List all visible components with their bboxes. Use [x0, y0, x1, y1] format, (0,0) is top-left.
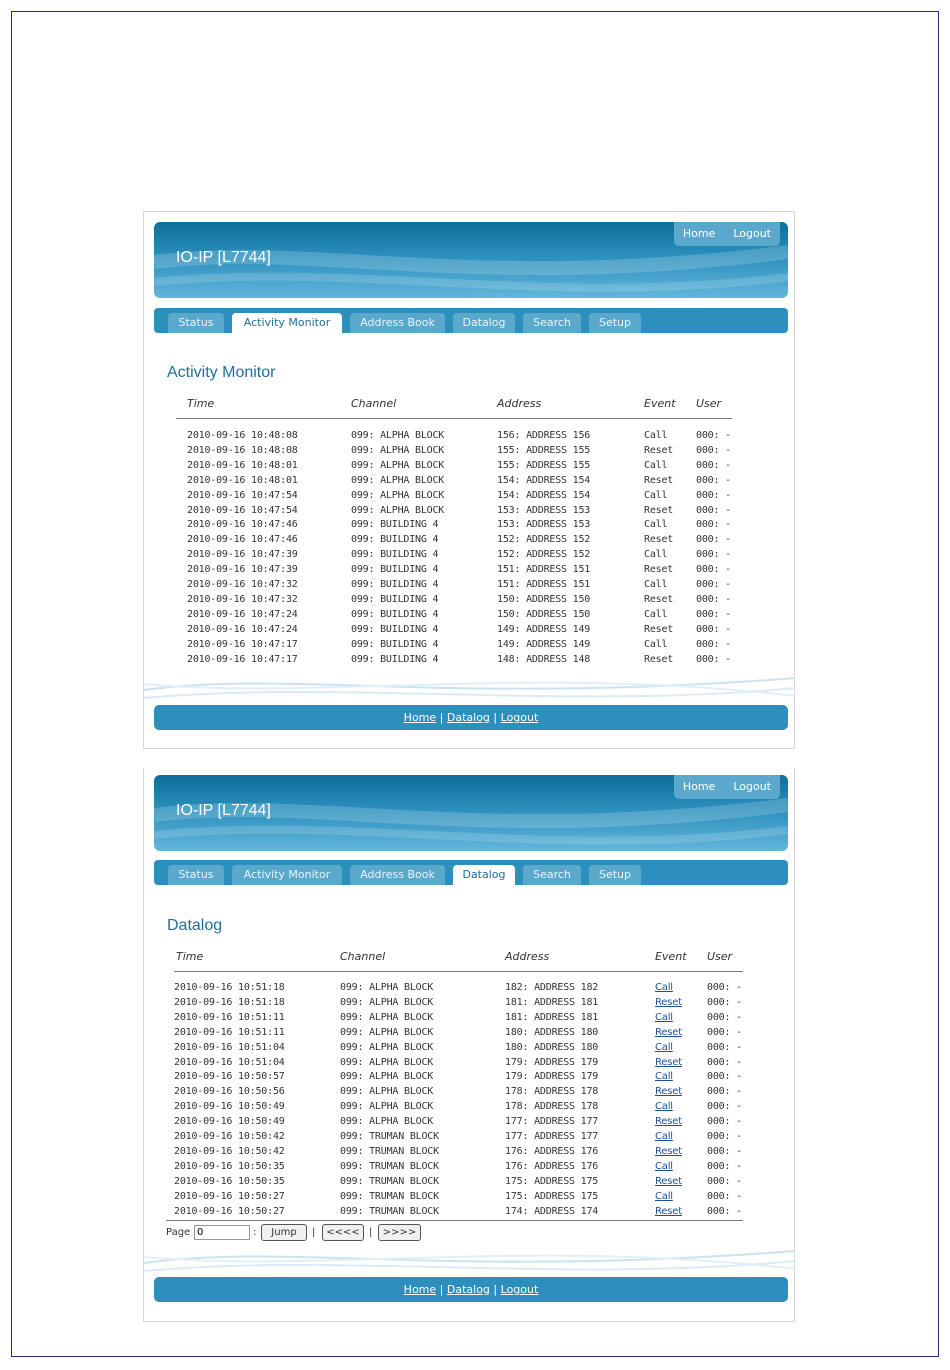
row-time: 2010-09-16 10:47:39	[187, 564, 298, 576]
row-address: 152: ADDRESS 152	[497, 534, 591, 546]
row-event: Reset	[644, 444, 674, 456]
col-user: User	[696, 397, 722, 410]
row-time: 2010-09-16 10:50:42	[174, 1145, 285, 1157]
footer-link-home[interactable]: Home	[403, 711, 437, 724]
row-address: 153: ADDRESS 153	[497, 504, 591, 516]
footer-separator: |	[439, 1283, 444, 1296]
tab-bar	[154, 308, 788, 333]
row-time: 2010-09-16 10:47:17	[187, 638, 298, 650]
row-channel: 099: TRUMAN BLOCK	[340, 1145, 439, 1157]
footer-link-datalog[interactable]: Datalog	[446, 711, 490, 724]
prev-page-button[interactable]: <<<<	[322, 1224, 364, 1241]
row-time: 2010-09-16 10:50:35	[174, 1175, 285, 1187]
row-time: 2010-09-16 10:51:18	[174, 996, 285, 1008]
row-user: 000: -	[696, 504, 731, 516]
row-channel: 099: TRUMAN BLOCK	[340, 1190, 439, 1202]
row-event[interactable]: Reset	[655, 1205, 682, 1217]
row-channel: 099: TRUMAN BLOCK	[340, 1175, 439, 1187]
row-user: 000: -	[707, 1041, 742, 1053]
col-address: Address	[505, 950, 550, 963]
row-address: 176: ADDRESS 176	[505, 1145, 599, 1157]
row-channel: 099: ALPHA BLOCK	[351, 444, 445, 456]
row-channel: 099: ALPHA BLOCK	[340, 1101, 434, 1113]
row-channel: 099: ALPHA BLOCK	[351, 459, 445, 471]
col-channel: Channel	[340, 950, 386, 963]
row-time: 2010-09-16 10:50:27	[174, 1190, 285, 1202]
datalog-screenshot	[143, 768, 795, 1322]
col-time: Time	[187, 397, 215, 410]
tab-status[interactable]: Status	[168, 865, 224, 885]
tab-search[interactable]: Search	[523, 865, 581, 885]
row-user: 000: -	[696, 608, 731, 620]
row-event: Reset	[644, 564, 674, 576]
row-time: 2010-09-16 10:50:42	[174, 1131, 285, 1142]
top-link-home[interactable]: Home	[682, 227, 716, 240]
tab-setup[interactable]: Setup	[589, 865, 641, 885]
row-event: Call	[644, 459, 668, 471]
row-event[interactable]: Reset	[655, 1086, 682, 1098]
row-address: 180: ADDRESS 180	[505, 1026, 599, 1038]
col-event: Event	[644, 397, 676, 410]
row-time: 2010-09-16 10:47:32	[187, 579, 298, 590]
row-channel: 099: BUILDING 4	[351, 653, 439, 665]
row-user: 000: -	[707, 1011, 742, 1023]
row-address: 152: ADDRESS 152	[497, 549, 591, 561]
row-event[interactable]: Reset	[655, 1175, 682, 1187]
row-user: 000: -	[696, 623, 731, 635]
row-event[interactable]: Call	[655, 1160, 673, 1172]
tab-datalog[interactable]: Datalog	[453, 865, 515, 885]
row-address: 149: ADDRESS 149	[497, 623, 591, 635]
tab-address-book[interactable]: Address Book	[350, 313, 445, 333]
col-address: Address	[497, 397, 542, 410]
row-address: 151: ADDRESS 151	[497, 564, 591, 576]
row-user: 000: -	[696, 593, 731, 605]
row-channel: 099: ALPHA BLOCK	[340, 1116, 434, 1128]
row-user: 000: -	[707, 996, 742, 1008]
row-event[interactable]: Call	[655, 1131, 673, 1142]
row-address: 178: ADDRESS 178	[505, 1101, 599, 1113]
row-time: 2010-09-16 10:47:32	[187, 593, 298, 605]
row-channel: 099: BUILDING 4	[351, 623, 439, 635]
row-user: 000: -	[696, 430, 731, 441]
footer-separator: |	[493, 711, 498, 724]
row-event[interactable]: Call	[655, 982, 673, 993]
activity-monitor-screenshot	[143, 211, 795, 749]
row-user: 000: -	[707, 1160, 742, 1172]
row-time: 2010-09-16 10:51:11	[174, 1011, 285, 1023]
pager-separator: |	[312, 1227, 316, 1238]
row-channel: 099: BUILDING 4	[351, 564, 439, 576]
row-event[interactable]: Reset	[655, 1026, 682, 1038]
row-channel: 099: ALPHA BLOCK	[351, 489, 445, 501]
row-event: Reset	[644, 474, 674, 486]
row-address: 177: ADDRESS 177	[505, 1116, 599, 1128]
footer-link-home[interactable]: Home	[403, 1283, 437, 1296]
row-channel: 099: ALPHA BLOCK	[340, 1071, 434, 1083]
header-rule	[176, 418, 732, 419]
row-event[interactable]: Call	[655, 1011, 673, 1023]
row-time: 2010-09-16 10:48:08	[187, 430, 298, 441]
row-channel: 099: BUILDING 4	[351, 534, 439, 546]
col-time: Time	[176, 950, 204, 963]
row-event: Call	[644, 519, 668, 531]
tab-datalog[interactable]: Datalog	[453, 313, 515, 333]
row-user: 000: -	[707, 1056, 742, 1068]
footer-separator: |	[493, 1283, 498, 1296]
top-link-home[interactable]: Home	[682, 780, 716, 793]
col-channel: Channel	[351, 397, 397, 410]
row-event: Call	[644, 579, 668, 590]
row-channel: 099: ALPHA BLOCK	[351, 504, 445, 516]
row-time: 2010-09-16 10:48:01	[187, 459, 298, 471]
row-channel: 099: ALPHA BLOCK	[340, 1056, 434, 1068]
row-user: 000: -	[707, 1101, 742, 1113]
row-time: 2010-09-16 10:51:04	[174, 1056, 285, 1068]
row-user: 000: -	[707, 982, 742, 993]
row-user: 000: -	[696, 459, 731, 471]
page-title: Activity Monitor	[167, 364, 276, 381]
table-bottom-rule	[166, 1220, 743, 1221]
row-user: 000: -	[707, 1145, 742, 1157]
row-event: Call	[644, 549, 668, 561]
row-time: 2010-09-16 10:51:11	[174, 1026, 285, 1038]
row-user: 000: -	[696, 564, 731, 576]
row-event[interactable]: Call	[655, 1190, 673, 1202]
row-channel: 099: BUILDING 4	[351, 519, 439, 531]
row-address: 180: ADDRESS 180	[505, 1041, 599, 1053]
row-address: 181: ADDRESS 181	[505, 1011, 599, 1023]
row-user: 000: -	[707, 1026, 742, 1038]
row-event: Call	[644, 638, 668, 650]
row-address: 150: ADDRESS 150	[497, 608, 591, 620]
row-user: 000: -	[696, 474, 731, 486]
row-channel: 099: BUILDING 4	[351, 608, 439, 620]
row-time: 2010-09-16 10:50:49	[174, 1116, 285, 1128]
row-user: 000: -	[696, 534, 731, 546]
row-time: 2010-09-16 10:47:54	[187, 489, 298, 501]
footer-waves	[144, 1233, 795, 1283]
row-user: 000: -	[696, 444, 731, 456]
row-time: 2010-09-16 10:50:56	[174, 1086, 285, 1098]
footer-separator: |	[439, 711, 444, 724]
row-channel: 099: BUILDING 4	[351, 579, 439, 590]
row-address: 153: ADDRESS 153	[497, 519, 591, 531]
row-time: 2010-09-16 10:50:27	[174, 1205, 285, 1217]
row-user: 000: -	[696, 653, 731, 665]
app-title: IO-IP [L7744]	[176, 249, 271, 266]
row-event[interactable]: Reset	[655, 1056, 682, 1068]
row-address: 151: ADDRESS 151	[497, 579, 591, 590]
row-user: 000: -	[696, 549, 731, 561]
tab-setup[interactable]: Setup	[589, 313, 641, 333]
row-time: 2010-09-16 10:47:17	[187, 653, 298, 665]
row-address: 179: ADDRESS 179	[505, 1056, 599, 1068]
row-address: 149: ADDRESS 149	[497, 638, 591, 650]
row-channel: 099: ALPHA BLOCK	[340, 996, 434, 1008]
row-channel: 099: BUILDING 4	[351, 638, 439, 650]
tab-search[interactable]: Search	[523, 313, 581, 333]
app-title: IO-IP [L7744]	[176, 802, 271, 819]
row-time: 2010-09-16 10:47:39	[187, 549, 298, 561]
row-address: 155: ADDRESS 155	[497, 444, 591, 456]
footer-bar	[154, 705, 788, 730]
row-time: 2010-09-16 10:48:08	[187, 444, 298, 456]
row-address: 182: ADDRESS 182	[505, 982, 599, 993]
row-time: 2010-09-16 10:48:01	[187, 474, 298, 486]
row-address: 176: ADDRESS 176	[505, 1160, 599, 1172]
row-event[interactable]: Reset	[655, 996, 682, 1008]
top-link-logout[interactable]: Logout	[733, 780, 771, 793]
row-user: 000: -	[707, 1175, 742, 1187]
col-event: Event	[655, 950, 687, 963]
row-user: 000: -	[707, 1116, 742, 1128]
row-address: 175: ADDRESS 175	[505, 1175, 599, 1187]
row-event: Call	[644, 489, 668, 501]
row-address: 178: ADDRESS 178	[505, 1086, 599, 1098]
row-user: 000: -	[707, 1205, 742, 1217]
row-channel: 099: ALPHA BLOCK	[340, 982, 434, 993]
row-time: 2010-09-16 10:47:54	[187, 504, 298, 516]
row-event[interactable]: Reset	[655, 1116, 682, 1128]
row-time: 2010-09-16 10:47:24	[187, 608, 298, 620]
header-rule	[174, 971, 743, 972]
row-event: Reset	[644, 504, 674, 516]
top-links	[674, 775, 780, 799]
top-link-logout[interactable]: Logout	[733, 227, 771, 240]
row-address: 154: ADDRESS 154	[497, 489, 591, 501]
header-banner	[154, 222, 788, 298]
row-address: 154: ADDRESS 154	[497, 474, 591, 486]
row-address: 179: ADDRESS 179	[505, 1071, 599, 1083]
footer-link-datalog[interactable]: Datalog	[446, 1283, 490, 1296]
tab-bar	[154, 860, 788, 885]
row-time: 2010-09-16 10:47:46	[187, 534, 298, 546]
footer-link-logout[interactable]: Logout	[500, 1283, 539, 1296]
row-channel: 099: TRUMAN BLOCK	[340, 1205, 439, 1217]
next-page-button[interactable]: >>>>	[378, 1224, 421, 1241]
row-event: Reset	[644, 653, 674, 665]
page-label: Page	[166, 1227, 191, 1238]
row-event: Reset	[644, 623, 674, 635]
row-channel: 099: ALPHA BLOCK	[340, 1086, 434, 1098]
row-user: 000: -	[696, 579, 731, 590]
tab-status[interactable]: Status	[168, 313, 224, 333]
row-time: 2010-09-16 10:47:24	[187, 623, 298, 635]
page-title: Datalog	[167, 917, 223, 934]
row-user: 000: -	[696, 519, 731, 531]
row-event: Reset	[644, 593, 674, 605]
tab-activity-monitor[interactable]: Activity Monitor	[232, 313, 342, 333]
footer-link-logout[interactable]: Logout	[500, 711, 539, 724]
row-user: 000: -	[696, 489, 731, 501]
row-event: Call	[644, 608, 668, 620]
row-address: 150: ADDRESS 150	[497, 593, 591, 605]
row-address: 148: ADDRESS 148	[497, 653, 591, 665]
row-channel: 099: ALPHA BLOCK	[351, 474, 445, 486]
row-channel: 099: TRUMAN BLOCK	[340, 1160, 439, 1172]
row-event[interactable]: Call	[655, 1101, 673, 1113]
row-channel: 099: TRUMAN BLOCK	[340, 1131, 439, 1142]
footer-waves	[144, 660, 795, 710]
row-event: Reset	[644, 534, 674, 546]
row-address: 174: ADDRESS 174	[505, 1205, 599, 1217]
row-time: 2010-09-16 10:50:35	[174, 1160, 285, 1172]
row-time: 2010-09-16 10:51:18	[174, 982, 285, 993]
top-links	[674, 222, 780, 246]
row-user: 000: -	[696, 638, 731, 650]
tab-address-book[interactable]: Address Book	[350, 865, 445, 885]
row-channel: 099: ALPHA BLOCK	[351, 430, 445, 441]
tab-activity-monitor[interactable]: Activity Monitor	[232, 865, 342, 885]
row-channel: 099: BUILDING 4	[351, 549, 439, 561]
row-channel: 099: BUILDING 4	[351, 593, 439, 605]
jump-button[interactable]: Jump	[261, 1224, 307, 1241]
pager-separator: |	[369, 1227, 373, 1238]
row-user: 000: -	[707, 1086, 742, 1098]
row-address: 177: ADDRESS 177	[505, 1131, 599, 1142]
row-event[interactable]: Call	[655, 1041, 673, 1053]
row-time: 2010-09-16 10:50:57	[174, 1071, 285, 1083]
footer-bar	[154, 1277, 788, 1302]
page-colon: :	[253, 1227, 257, 1238]
header-banner	[154, 775, 788, 851]
row-channel: 099: ALPHA BLOCK	[340, 1011, 434, 1023]
col-user: User	[707, 950, 733, 963]
row-channel: 099: ALPHA BLOCK	[340, 1041, 434, 1053]
row-channel: 099: ALPHA BLOCK	[340, 1026, 434, 1038]
row-event[interactable]: Call	[655, 1071, 673, 1083]
row-time: 2010-09-16 10:47:46	[187, 519, 298, 531]
row-user: 000: -	[707, 1071, 742, 1083]
row-time: 2010-09-16 10:51:04	[174, 1041, 285, 1053]
row-address: 181: ADDRESS 181	[505, 996, 599, 1008]
row-user: 000: -	[707, 1131, 742, 1142]
row-event: Call	[644, 430, 668, 441]
row-user: 000: -	[707, 1190, 742, 1202]
row-event[interactable]: Reset	[655, 1145, 682, 1157]
row-address: 175: ADDRESS 175	[505, 1190, 599, 1202]
row-address: 155: ADDRESS 155	[497, 459, 591, 471]
row-address: 156: ADDRESS 156	[497, 430, 591, 441]
row-time: 2010-09-16 10:50:49	[174, 1101, 285, 1113]
